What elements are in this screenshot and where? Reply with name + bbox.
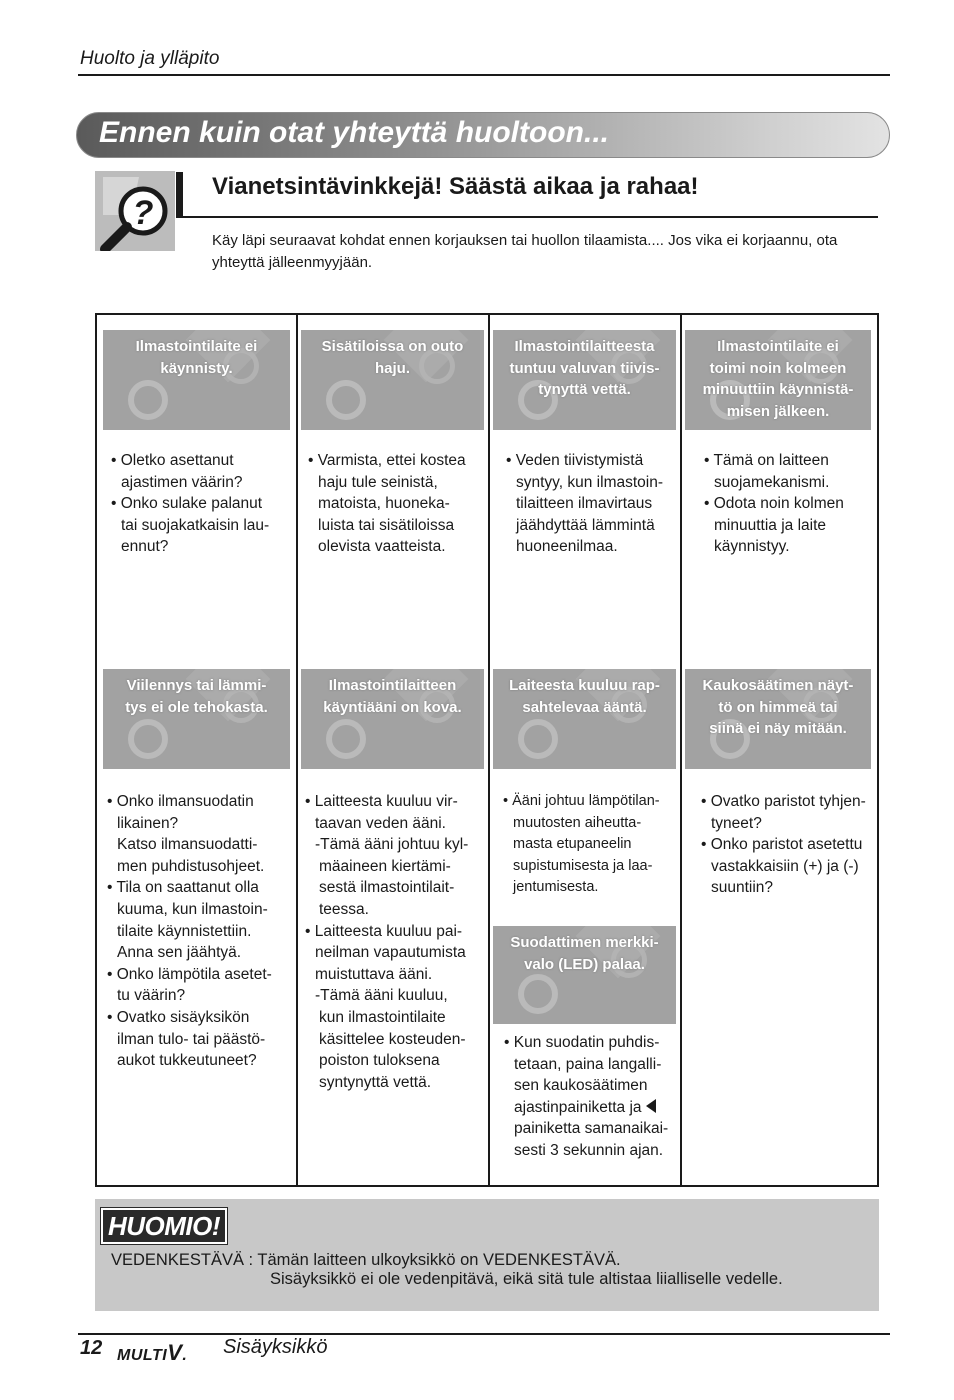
problem-tile [301,330,484,430]
list-item: • Ovatko sisäyksikön [107,1007,293,1029]
problem-tile [493,330,676,430]
footer-title: Sisäyksikkö [223,1336,328,1358]
list-item: • Ovatko paristot tyhjen- [701,791,879,813]
column-divider [296,315,298,1187]
tips-intro: Käy läpi seuraavat kohdat ennen korjauksen tai huollon tilaamista.... Jos vika ei korjaannu, ota yhteyttä jälleenmyyjään. [212,232,838,271]
problem-title: Laiteesta kuuluu rap- sahtelevaa ääntä. [509,677,660,716]
list-item: • Onko paristot asetettu [701,834,879,856]
column-divider [488,315,490,1187]
problem-tile [493,669,676,769]
problem-tile [301,669,484,769]
svg-text:?: ? [132,194,154,232]
note-box [95,1199,879,1311]
solution-list: • Tämä on laitteen suojamekanismi. • Odota noin kolmen minuuttia ja laite käynnistyy. [704,450,876,558]
problem-title: Ilmastointilaitteen käyntiääni on kova. [323,677,462,716]
note-text: VEDENKESTÄVÄ : Tämän laitteen ulkoyksikkö on VEDENKESTÄVÄ. [111,1251,621,1269]
list-item: • Onko sulake palanut [111,493,293,515]
top-rule [78,74,890,76]
problem-tile [103,330,290,430]
solution-list: • Oletko asettanut ajastimen väärin? • Onko sulake palanut tai suojakatkaisin lau- ennut? [111,450,293,558]
list-item: • Laitteesta kuuluu vir- [305,791,487,813]
solution-list: • Ääni johtuu lämpötilan- muutosten aiheutta- masta etupaneelin supistumisesta ja laa- jentumisesta. [503,791,681,899]
heading-rule [176,216,878,218]
list-item: • Onko lämpötila asetet- [107,964,293,986]
problem-title: Viilennys tai lämmi- tys ei ole tehokasta. [125,677,268,716]
multi-v-logo: MULTIV. [117,1340,188,1365]
note-badge: HUOMIO! [101,1208,227,1244]
problem-tile [685,330,871,430]
list-item: • Varmista, ettei kostea [308,450,486,472]
troubleshooting-table [95,313,879,1187]
solution-list: • Varmista, ettei kostea haju tule seinistä, matoista, huoneka- luista tai sisätiloissa olevista vaatteista. [308,450,486,558]
list-item: • Kun suodatin puhdis- [504,1032,680,1054]
solution-list: • Kun suodatin puhdis- tetaan, paina langalli- sen kaukosäätimen ajastinpainiketta ja painiketta samanaikai- sesti 3 sekunnin ajan. [504,1032,680,1162]
list-item: • Onko ilmansuodatin [107,791,293,813]
problem-title: Suodattimen merkki- valo (LED) palaa. [510,934,659,973]
problem-tile [685,669,871,769]
left-arrow-icon [646,1099,656,1113]
list-item: • Odota noin kolmen [704,493,876,515]
column-divider [680,315,682,1187]
problem-title: Kaukosäätimen näyt- tö on himmeä tai siinä ei näy mitään. [702,677,854,737]
list-item: • Laitteesta kuuluu pai- [305,921,487,943]
problem-title: Sisätiloissa on outo haju. [321,338,464,377]
problem-title: Ilmastointilaite ei käynnisty. [135,338,258,377]
banner [76,112,890,158]
list-item: • Veden tiivistymistä [506,450,678,472]
tips-heading: Vianetsintävinkkejä! Säästä aikaa ja rahaa! [212,173,699,200]
list-item: • Tila on saattanut olla [107,877,293,899]
solution-list: • Onko ilmansuodatin likainen? Katso ilmansuodatti- men puhdistusohjeet. • Tila on saattanut olla kuuma, kun ilmastoin- tilaite käynnistettiin. Anna sen jäähtyä. • Onko lämpötila asetet- tu väärin? • Ovatko sisäyksikön ilman tulo- tai päästö- aukot tukkeutuneet? [107,791,293,1072]
heading-bar [176,172,183,218]
bottom-rule [78,1333,890,1335]
section-label: Huolto ja ylläpito [80,48,220,69]
note-text: Sisäyksikkö ei ole vedenpitävä, eikä sitä tule altistaa liialliselle vedelle. [270,1270,783,1288]
solution-list: • Veden tiivistymistä syntyy, kun ilmastoin- tilaitteen ilmavirtaus jäähdyttää lämmintä huoneenilmaa. [506,450,678,558]
problem-title: Ilmastointilaitteesta tuntuu valuvan tiivis- tynyttä vettä. [509,338,660,398]
page-number: 12 [80,1337,103,1359]
list-item: • Ääni johtuu lämpötilan- [503,791,681,813]
problem-tile [493,926,676,1024]
problem-tile [103,669,290,769]
solution-list: • Ovatko paristot tyhjen- tyneet? • Onko paristot asetettu vastakkaisiin (+) ja (-) suuntiin? [701,791,879,899]
problem-title: Ilmastointilaite ei toimi noin kolmeen minuuttiin käynnistä- misen jälkeen. [702,338,854,420]
list-item: • Tämä on laitteen [704,450,876,472]
solution-list: • Laitteesta kuuluu vir- taavan veden ääni. -Tämä ääni johtuu kyl- mäaineen kiertämi- sestä ilmastointilait- teessa. • Laitteesta kuuluu pai- neilman vapautumista muistuttava ääni. -Tämä ääni kuuluu, kun ilmastointilaite käsittelee kosteuden- poiston tuloksena syntynyttä vettä. [305,791,487,1093]
list-item: • Oletko asettanut [111,450,293,472]
banner-title: Ennen kuin otat yhteyttä huoltoon... [99,116,609,149]
magnifier-question-icon [95,171,175,251]
